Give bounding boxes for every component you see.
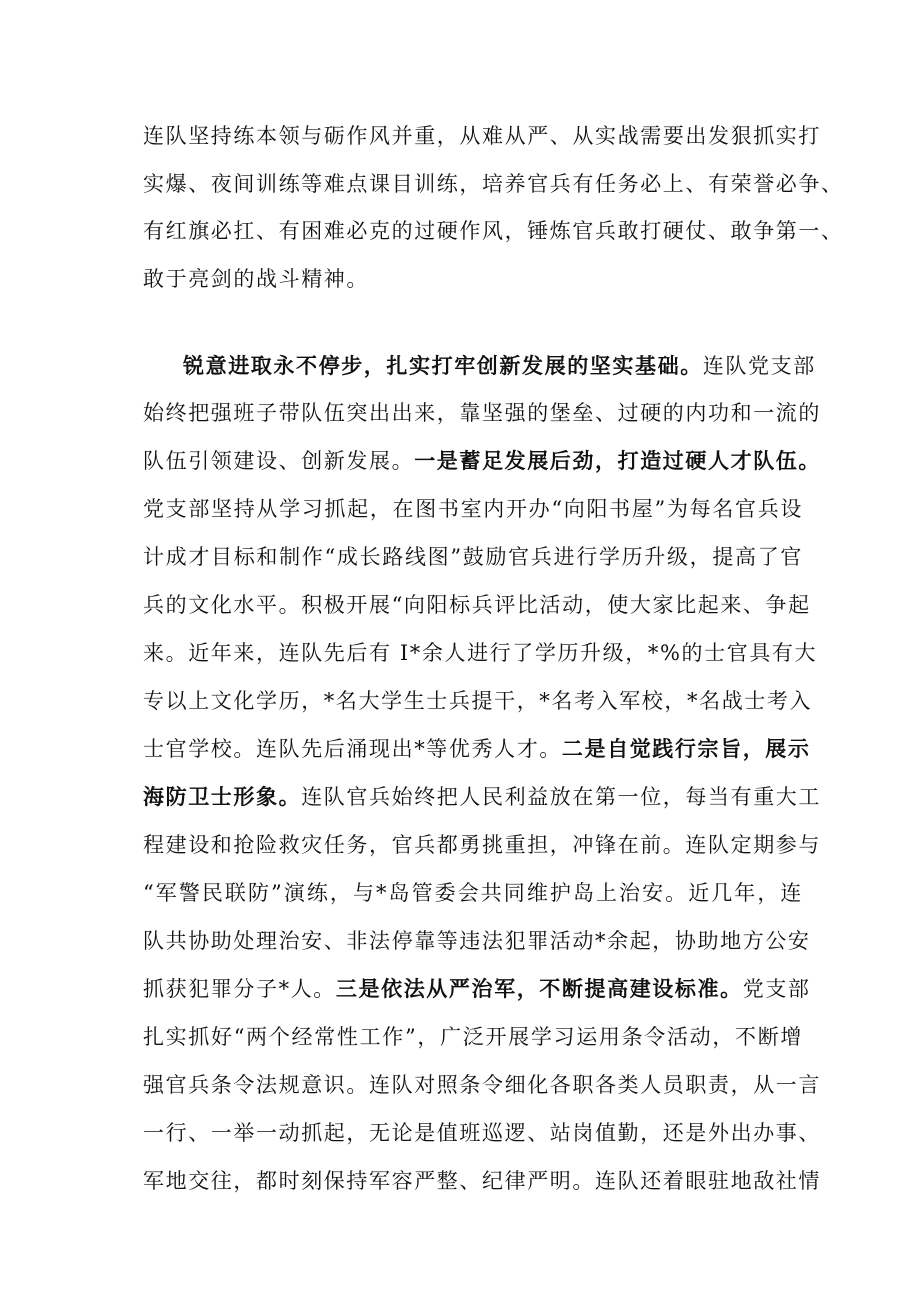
paragraph-2-line-1 [183, 350, 816, 382]
paragraph-2-line-5: 计成才目标和制作“成长路线图”鼓励官兵进行学历升级，提高了官 [143, 545, 803, 569]
point-two-heading: 二是自觉践行宗旨，展示 [561, 736, 811, 761]
paragraph-2-line-17: 一行、一举一动抓起，无论是值班巡逻、站岗值勤，还是外出办事、 [143, 1121, 821, 1145]
paragraph-2-line-11: 程建设和抢险救灾任务，官兵都勇挑重担，冲锋在前。连队定期参与 [143, 833, 821, 857]
paragraph-2-line-16: 强官兵条令法规意识。连队对照条令细化各职各类人员职责，从一言 [143, 1073, 821, 1097]
point-two-heading-cont: 海防卫士形象。 [143, 784, 302, 809]
paragraph-2-line-7: 来。近年来，连队先后有 I*余人进行了学历升级，*%的士官具有大 [143, 641, 818, 665]
paragraph-2-line-4: 党支部坚持从学习抓起，在图书室内开办“向阳书屋”为每名官兵设 [143, 497, 803, 521]
text-run: 队伍引领建设、创新发展。 [143, 449, 415, 473]
paragraph-2-line-14 [143, 973, 811, 1005]
paragraph-2-line-12: “军警民联防”演练，与*岛管委会共同维护岛上治安。近几年，连 [143, 881, 803, 905]
paragraph-2-line-18: 军地交往，都时刻保持军容严整、纪律严明。连队还着眼驻地敌社情 [143, 1169, 821, 1193]
paragraph-2-line-2: 始终把强班子带队伍突出出来，靠坚强的堡垒、过硬的内功和一流的 [143, 401, 821, 425]
text-run: 士官学校。连队先后涌现出*等优秀人才。 [143, 737, 562, 761]
text-run: 党支部 [742, 977, 811, 1001]
paragraph-1-line-2: 实爆、夜间训练等难点课目训练，培养官兵有任务必上、有荣誉必争、 [143, 172, 844, 196]
paragraph-1-line-3: 有红旗必扛、有困难必克的过硬作风，锤炼官兵敢打硬仗、敢争第一、 [143, 219, 844, 243]
paragraph-2-line-8: 专以上文化学历，*名大学生士兵提干，*名考入军校，*名战士考入 [143, 689, 813, 713]
paragraph-2-line-15: 扎实抓好“两个经常性工作”，广泛开展学习运用条令活动，不断增 [143, 1025, 803, 1049]
paragraph-2-line-13: 队共协助处理治安、非法停靠等违法犯罪活动*余起，协助地方公安 [143, 929, 811, 953]
point-one-heading: 一是蓄足发展后劲，打造过硬人才队伍。 [414, 448, 822, 473]
text-run: 连队党支部 [702, 354, 816, 378]
paragraph-2-line-6: 兵的文化水平。积极开展“向阳标兵评比活动，使大家比起来、争起 [143, 593, 811, 617]
paragraph-1-line-1: 连队坚持练本领与砺作风并重，从难从严、从实战需要出发狠抓实打 [143, 124, 821, 148]
text-run: 抓获犯罪分子*人。 [143, 977, 336, 1001]
paragraph-2-line-3 [143, 445, 822, 477]
paragraph-2-line-10 [143, 781, 822, 813]
paragraph-2-heading: 锐意进取永不停步，扎实打牢创新发展的坚实基础。 [183, 353, 703, 378]
text-run: 连队官兵始终把人民利益放在第一位，每当有重大工 [301, 785, 822, 809]
paragraph-2-line-9 [143, 733, 811, 765]
point-three-heading: 三是依法从严治军，不断提高建设标准。 [335, 976, 743, 1001]
paragraph-1-line-4: 敢于亮剑的战斗精神。 [143, 267, 369, 291]
